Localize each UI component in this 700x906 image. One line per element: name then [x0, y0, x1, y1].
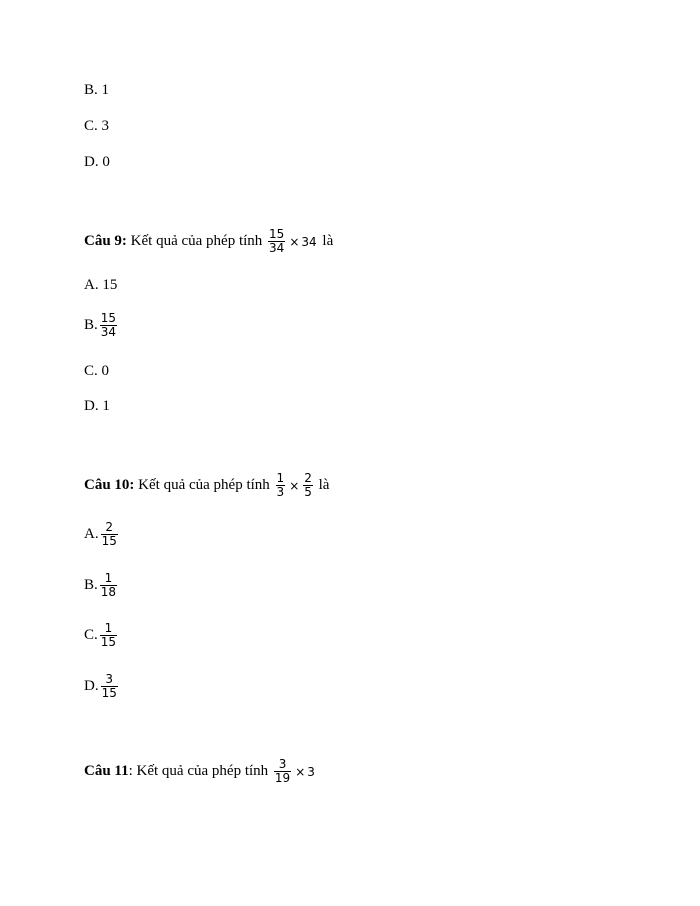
q9-option-d — [84, 398, 110, 415]
option-letter: D. — [84, 154, 99, 170]
numerator: 1 — [276, 471, 285, 485]
numerator: 15 — [269, 227, 285, 241]
question-9 — [84, 228, 333, 255]
fraction — [100, 572, 117, 599]
question-text: Kết quả của phép tính — [134, 477, 274, 493]
question-suffix: là — [314, 477, 330, 493]
option-value: 1 — [102, 398, 110, 414]
q10-option-a — [84, 521, 120, 548]
option-value: 15 — [102, 277, 118, 293]
denominator: 3 — [276, 485, 285, 499]
denominator: 34 — [100, 325, 117, 339]
numerator: 2 — [304, 471, 312, 485]
numerator: 1 — [104, 571, 113, 585]
option-letter: C. — [84, 627, 98, 643]
prev-option-b — [84, 82, 109, 99]
multiply-sign: × — [289, 478, 300, 493]
operand: 3 — [307, 764, 315, 779]
question-10 — [84, 472, 329, 499]
fraction — [101, 673, 118, 700]
q10-option-c — [84, 622, 119, 649]
option-letter: B. — [84, 577, 98, 593]
question-11 — [84, 758, 317, 785]
question-label: Câu 9: — [84, 233, 127, 249]
denominator: 19 — [274, 771, 291, 785]
fraction — [274, 758, 291, 785]
numerator: 3 — [105, 672, 114, 686]
numerator: 2 — [105, 520, 114, 534]
multiply-sign: × — [289, 234, 300, 249]
numerator: 1 — [104, 621, 113, 635]
multiply-sign: × — [295, 764, 306, 779]
denominator: 34 — [269, 241, 285, 255]
question-text: : Kết quả của phép tính — [128, 763, 272, 779]
question-label: Câu 10: — [84, 477, 135, 493]
option-letter: B. — [84, 82, 98, 98]
option-letter: A. — [84, 277, 99, 293]
denominator: 5 — [304, 485, 312, 499]
q9-option-b — [84, 312, 119, 339]
option-letter: B. — [84, 317, 98, 333]
option-value: 3 — [101, 118, 110, 134]
numerator: 15 — [100, 311, 117, 325]
denominator: 15 — [100, 635, 117, 649]
operand: 34 — [301, 234, 317, 249]
option-letter: C. — [84, 118, 98, 134]
fraction — [100, 622, 117, 649]
q10-option-d — [84, 673, 120, 700]
fraction — [100, 312, 117, 339]
option-value: 0 — [102, 154, 110, 170]
q9-option-a — [84, 277, 117, 294]
option-value: 1 — [101, 82, 110, 98]
prev-option-d — [84, 154, 110, 171]
question-text: Kết quả của phép tính — [126, 233, 267, 249]
question-suffix: là — [318, 233, 334, 249]
option-letter: D. — [84, 398, 99, 414]
question-label: Câu 11 — [84, 763, 129, 779]
fraction — [101, 521, 118, 548]
denominator: 15 — [101, 534, 117, 548]
q10-option-b — [84, 572, 119, 599]
fraction — [303, 472, 313, 499]
option-letter: D. — [84, 678, 99, 694]
option-letter: A. — [84, 526, 99, 542]
option-letter: C. — [84, 363, 98, 379]
prev-option-c — [84, 118, 109, 135]
numerator: 3 — [278, 757, 287, 771]
q9-option-c — [84, 363, 109, 380]
denominator: 15 — [101, 686, 117, 700]
fraction — [268, 228, 285, 255]
option-value: 0 — [101, 363, 110, 379]
denominator: 18 — [100, 585, 117, 599]
fraction — [276, 472, 286, 499]
